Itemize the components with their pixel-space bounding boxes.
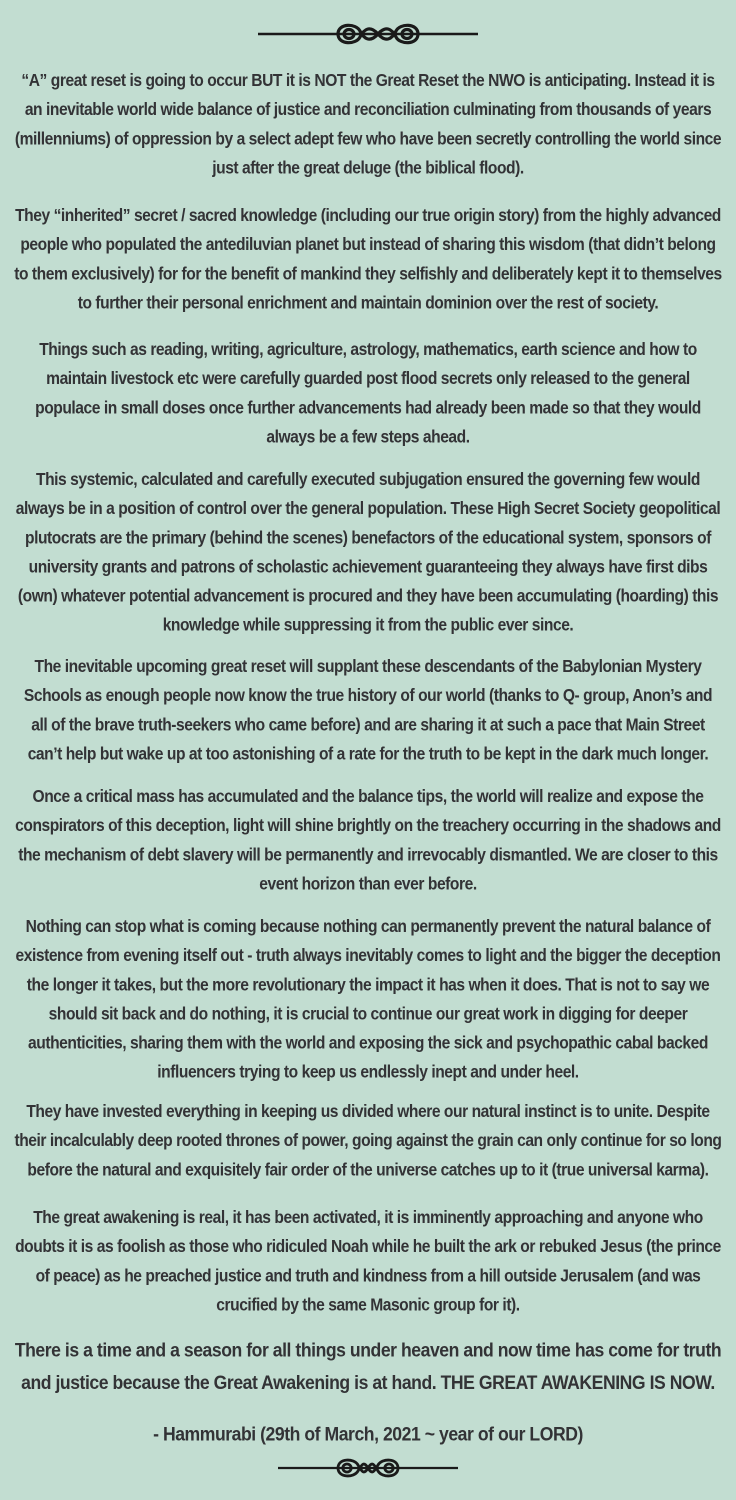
paragraph-great-reset: “A” great reset is going to occur BUT it is NOT the Great Reset the NWO is anticipating. Instead it is an inevitable world wide balance of justice and reconciliation culminating from thousands of years (millenniums) of oppression by a select adept few who have been secretly controlling the world since just after the great deluge (the biblical flood).	[14, 71, 722, 178]
paragraph-awakening-real: The great awakening is real, it has been activated, it is imminently approaching and anyone who doubts it is as foolish as those who ridiculed Noah while he built the ark or rebuked Jesus (the prince of peace) as he preached justice and truth and kindness from a hill outside Jerusalem (and was crucified by the same Masonic group for it).	[15, 1208, 721, 1315]
knot-divider-icon	[258, 19, 478, 49]
paragraph-nothing-can-stop: Nothing can stop what is coming because nothing can permanently prevent the natural balance of existence from evening itself out - truth always inevitably comes to light and the bigger the deception the longer it takes, but the more revolutionary the impact it has when it does. That is not to say we should sit back and do nothing, it is crucial to continue our great work in digging for deeper authenticities, sharing them with the world and exposing the sick and psychopathic cabal backed influencers trying to keep us endlessly inept and under heel.	[15, 917, 721, 1083]
paragraph-subjugation: This systemic, calculated and carefully executed subjugation ensured the governing few would always be in a position of control over the general population. These High Secret Society geopolitical plutocrats are the primary (behind the scenes) benefactors of the educational system, sponsors of university grants and patrons of scholastic achievement guaranteeing they always have first dibs (own) whatever potential advancement is procured and they have been accumulating (hoarding) this knowledge while suppressing it from the public ever since.	[15, 470, 721, 636]
paragraph-guarded-secrets: Things such as reading, writing, agriculture, astrology, mathematics, earth science and how to maintain livestock etc were carefully guarded post flood secrets only released to the general populace in small doses once further advancements had already been made so that they would always be a few steps ahead.	[35, 340, 701, 447]
bottom-divider-ornament	[0, 1453, 736, 1483]
knot-divider-icon	[278, 1453, 458, 1483]
paragraph-divided: They have invested everything in keeping us divided where our natural instinct is to unite. Despite their incalculably deep rooted thrones of power, going against the grain can only continue for so long before the natural and exquisitely fair order of the universe catches up to it (true universal karma).	[14, 1102, 722, 1180]
top-divider-ornament	[0, 19, 736, 49]
signature: - Hammurabi (29th of March, 2021 ~ year of our LORD)	[153, 1422, 583, 1445]
closing-statement: There is a time and a season for all things under heaven and now time has come for truth and justice because the Great Awakening is at hand. THE GREAT AWAKENING IS NOW.	[14, 1338, 722, 1394]
paragraph-upcoming-reset: The inevitable upcoming great reset will supplant these descendants of the Babylonian Mystery Schools as enough people now know the true history of our world (thanks to Q- group, Anon’s and all of the brave truth-seekers who came before) and are sharing it at such a pace that Main Street can’t help but wake up at too astonishing of a rate for the truth to be kept in the dark much longer.	[23, 657, 713, 764]
paragraph-critical-mass: Once a critical mass has accumulated and the balance tips, the world will realize and expose the conspirators of this deception, light will shine brightly on the treachery occurring in the shadows and the mechanism of debt slavery will be permanently and irrevocably dismantled. We are closer to this event horizon than ever before.	[15, 787, 721, 894]
paragraph-inherited-knowledge: They “inherited” secret / sacred knowledge (including our true origin story) from the highly advanced people who populated the antediluvian planet but instead of sharing this wisdom (that didn’t belong to them exclusively) for for the benefit of mankind they selfishly and deliberately kept it to themselves to further their personal enrichment and maintain dominion over the rest of society.	[14, 206, 722, 313]
